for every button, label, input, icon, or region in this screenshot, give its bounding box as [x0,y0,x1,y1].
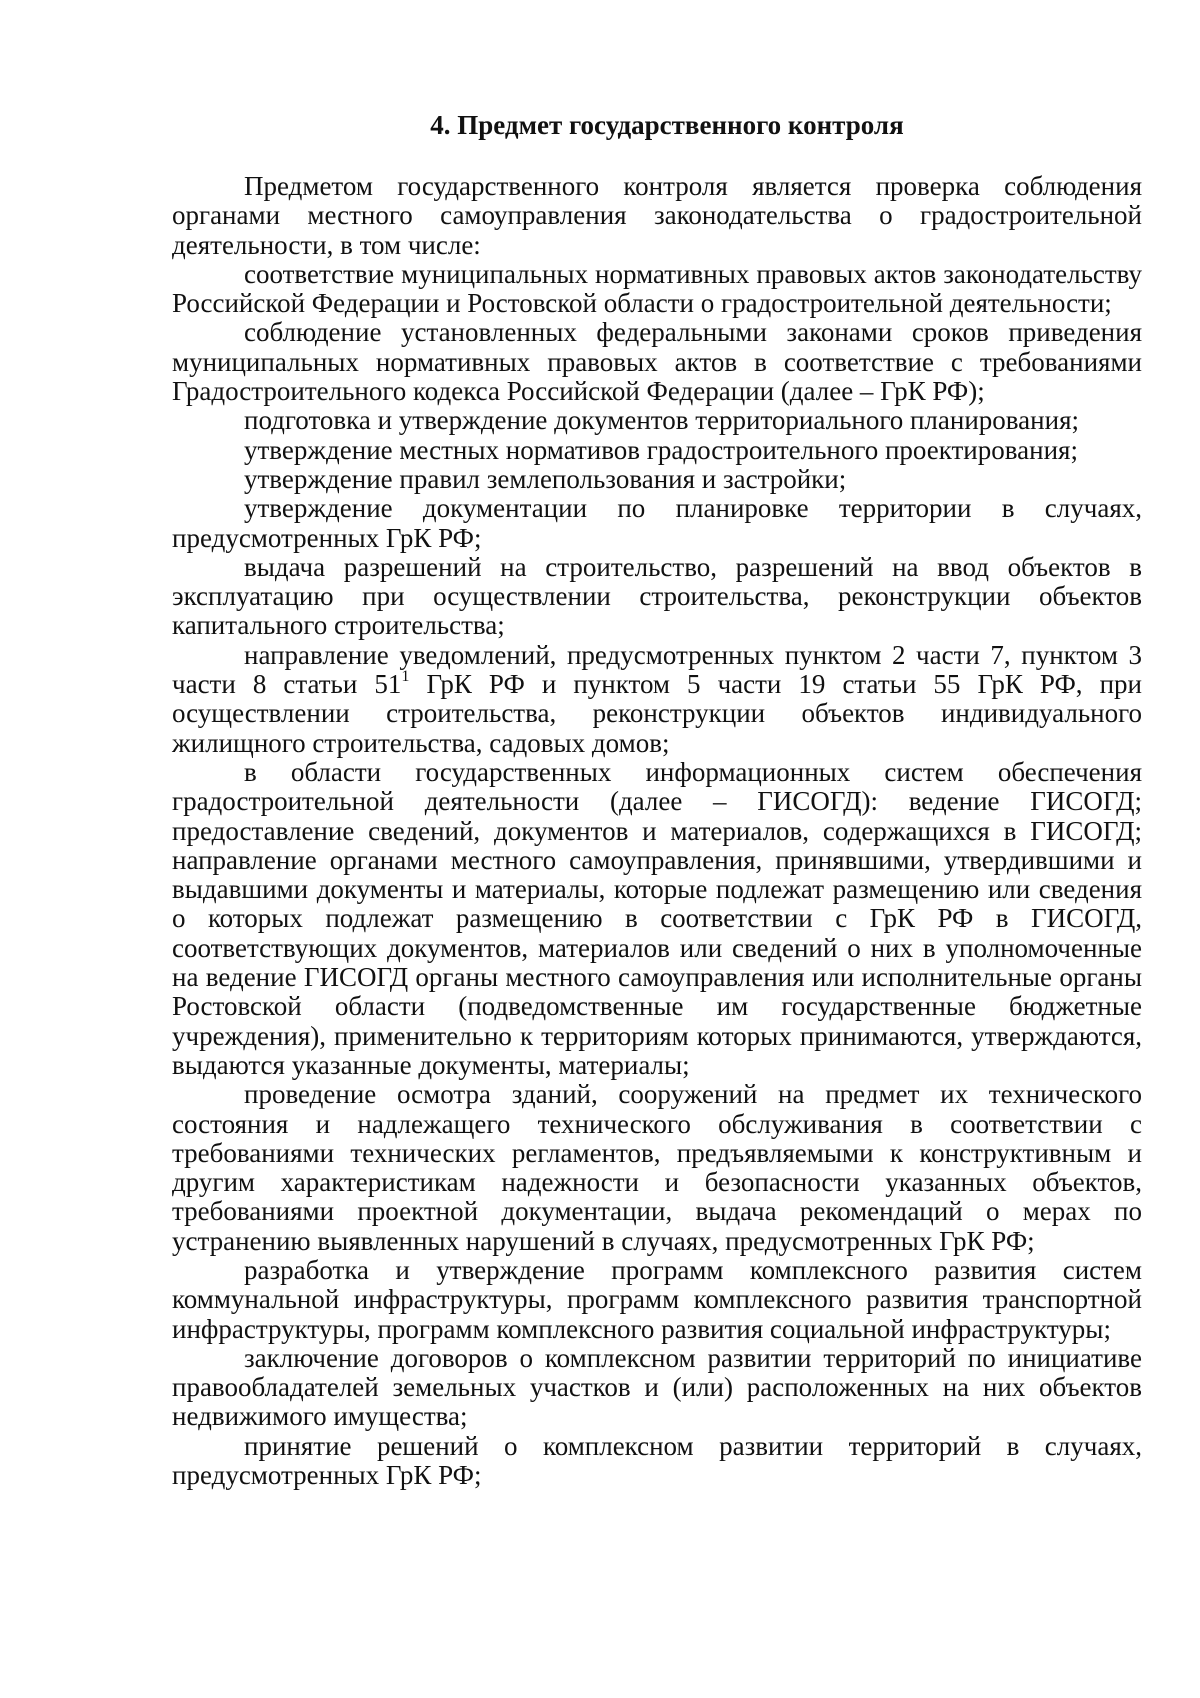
notice-text-before: направление уведомлений, предусмотренных пунктом 2 части 7, пунктом 3 части 8 статьи 51 [172,639,1142,700]
document-page [172,110,1142,1490]
paragraph-item: соответствие муниципальных нормативных правовых актов законодательству Российской Федерации и Ростовской области о градостроительной деятельности; [172,258,1142,319]
paragraph-intro: Предметом государственного контроля является проверка соблюдения органами местного самоуправления законодательства о градостроительной деятельности, в том числе: [172,171,1142,260]
paragraph-item: утверждение местных нормативов градостроительного проектирования; [244,434,1078,465]
paragraph-item: соблюдение установленных федеральными законами сроков приведения муниципальных нормативных правовых актов в соответствие с требованиями Градостроительного кодекса Российской Федерации (далее – ГрК РФ); [172,317,1142,407]
paragraph-item-notice [172,641,1142,758]
section-title: 4. Предмет государственного контроля [430,110,904,140]
paragraph-item: в области государственных информационных систем обеспечения градостроительной деятельности (далее – ГИСОГД): ведение ГИСОГД; предоставление сведений, документов и материалов, содержащихся в ГИСОГД; направление органами местного самоуправления, принявшими, утвердившими и выдавшими документы и материалы, которые подлежат размещению или сведения о которых подлежат размещению в соответствии с ГрК РФ в ГИСОГД, соответствующих документов, материалов или сведений о них в уполномоченные на ведение ГИСОГД органы местного самоуправления или исполнительные органы Ростовской области (подведомственные им государственные бюджетные учреждения), применительно к территориям которых принимаются, утверждаются, выдаются указанные документы, материалы; [172,756,1142,1080]
paragraph-item: проведение осмотра зданий, сооружений на предмет их технического состояния и надлежащего технического обслуживания в соответствии с требованиями технических регламентов, предъявляемыми к конструктивным и другим характеристикам надежности и безопасности указанных объектов, требованиями проектной документации, выдача рекомендаций о мерах по устранению выявленных нарушений в случаях, предусмотренных ГрК РФ; [172,1079,1142,1256]
paragraph-item: подготовка и утверждение документов территориального планирования; [244,405,1079,436]
paragraph-item: заключение договоров о комплексном развитии территорий по инициативе правообладателей земельных участков и (или) расположенных на них объектов недвижимого имущества; [172,1342,1142,1432]
paragraph-item: выдача разрешений на строительство, разрешений на ввод объектов в эксплуатацию при осуществлении строительства, реконструкции объектов капитального строительства; [172,551,1142,641]
paragraph-item: разработка и утверждение программ комплексного развития систем коммунальной инфраструктуры, программ комплексного развития транспортной инфраструктуры, программ комплексного развития социальной инфраструктуры; [172,1254,1142,1344]
paragraph-item: утверждение правил землепользования и застройки; [244,463,847,494]
paragraph-item: принятие решений о комплексном развитии территорий в случаях, предусмотренных ГрК РФ; [172,1430,1142,1491]
superscript-one: 1 [401,667,410,686]
paragraph-item: утверждение документации по планировке территории в случаях, предусмотренных ГрК РФ; [172,493,1142,553]
notice-text-after: ГрК РФ и пунктом 5 части 19 статьи 55 ГрК РФ, при осуществлении строительства, реконструкции объектов индивидуального жилищного строительства, садовых домов; [172,669,1142,758]
